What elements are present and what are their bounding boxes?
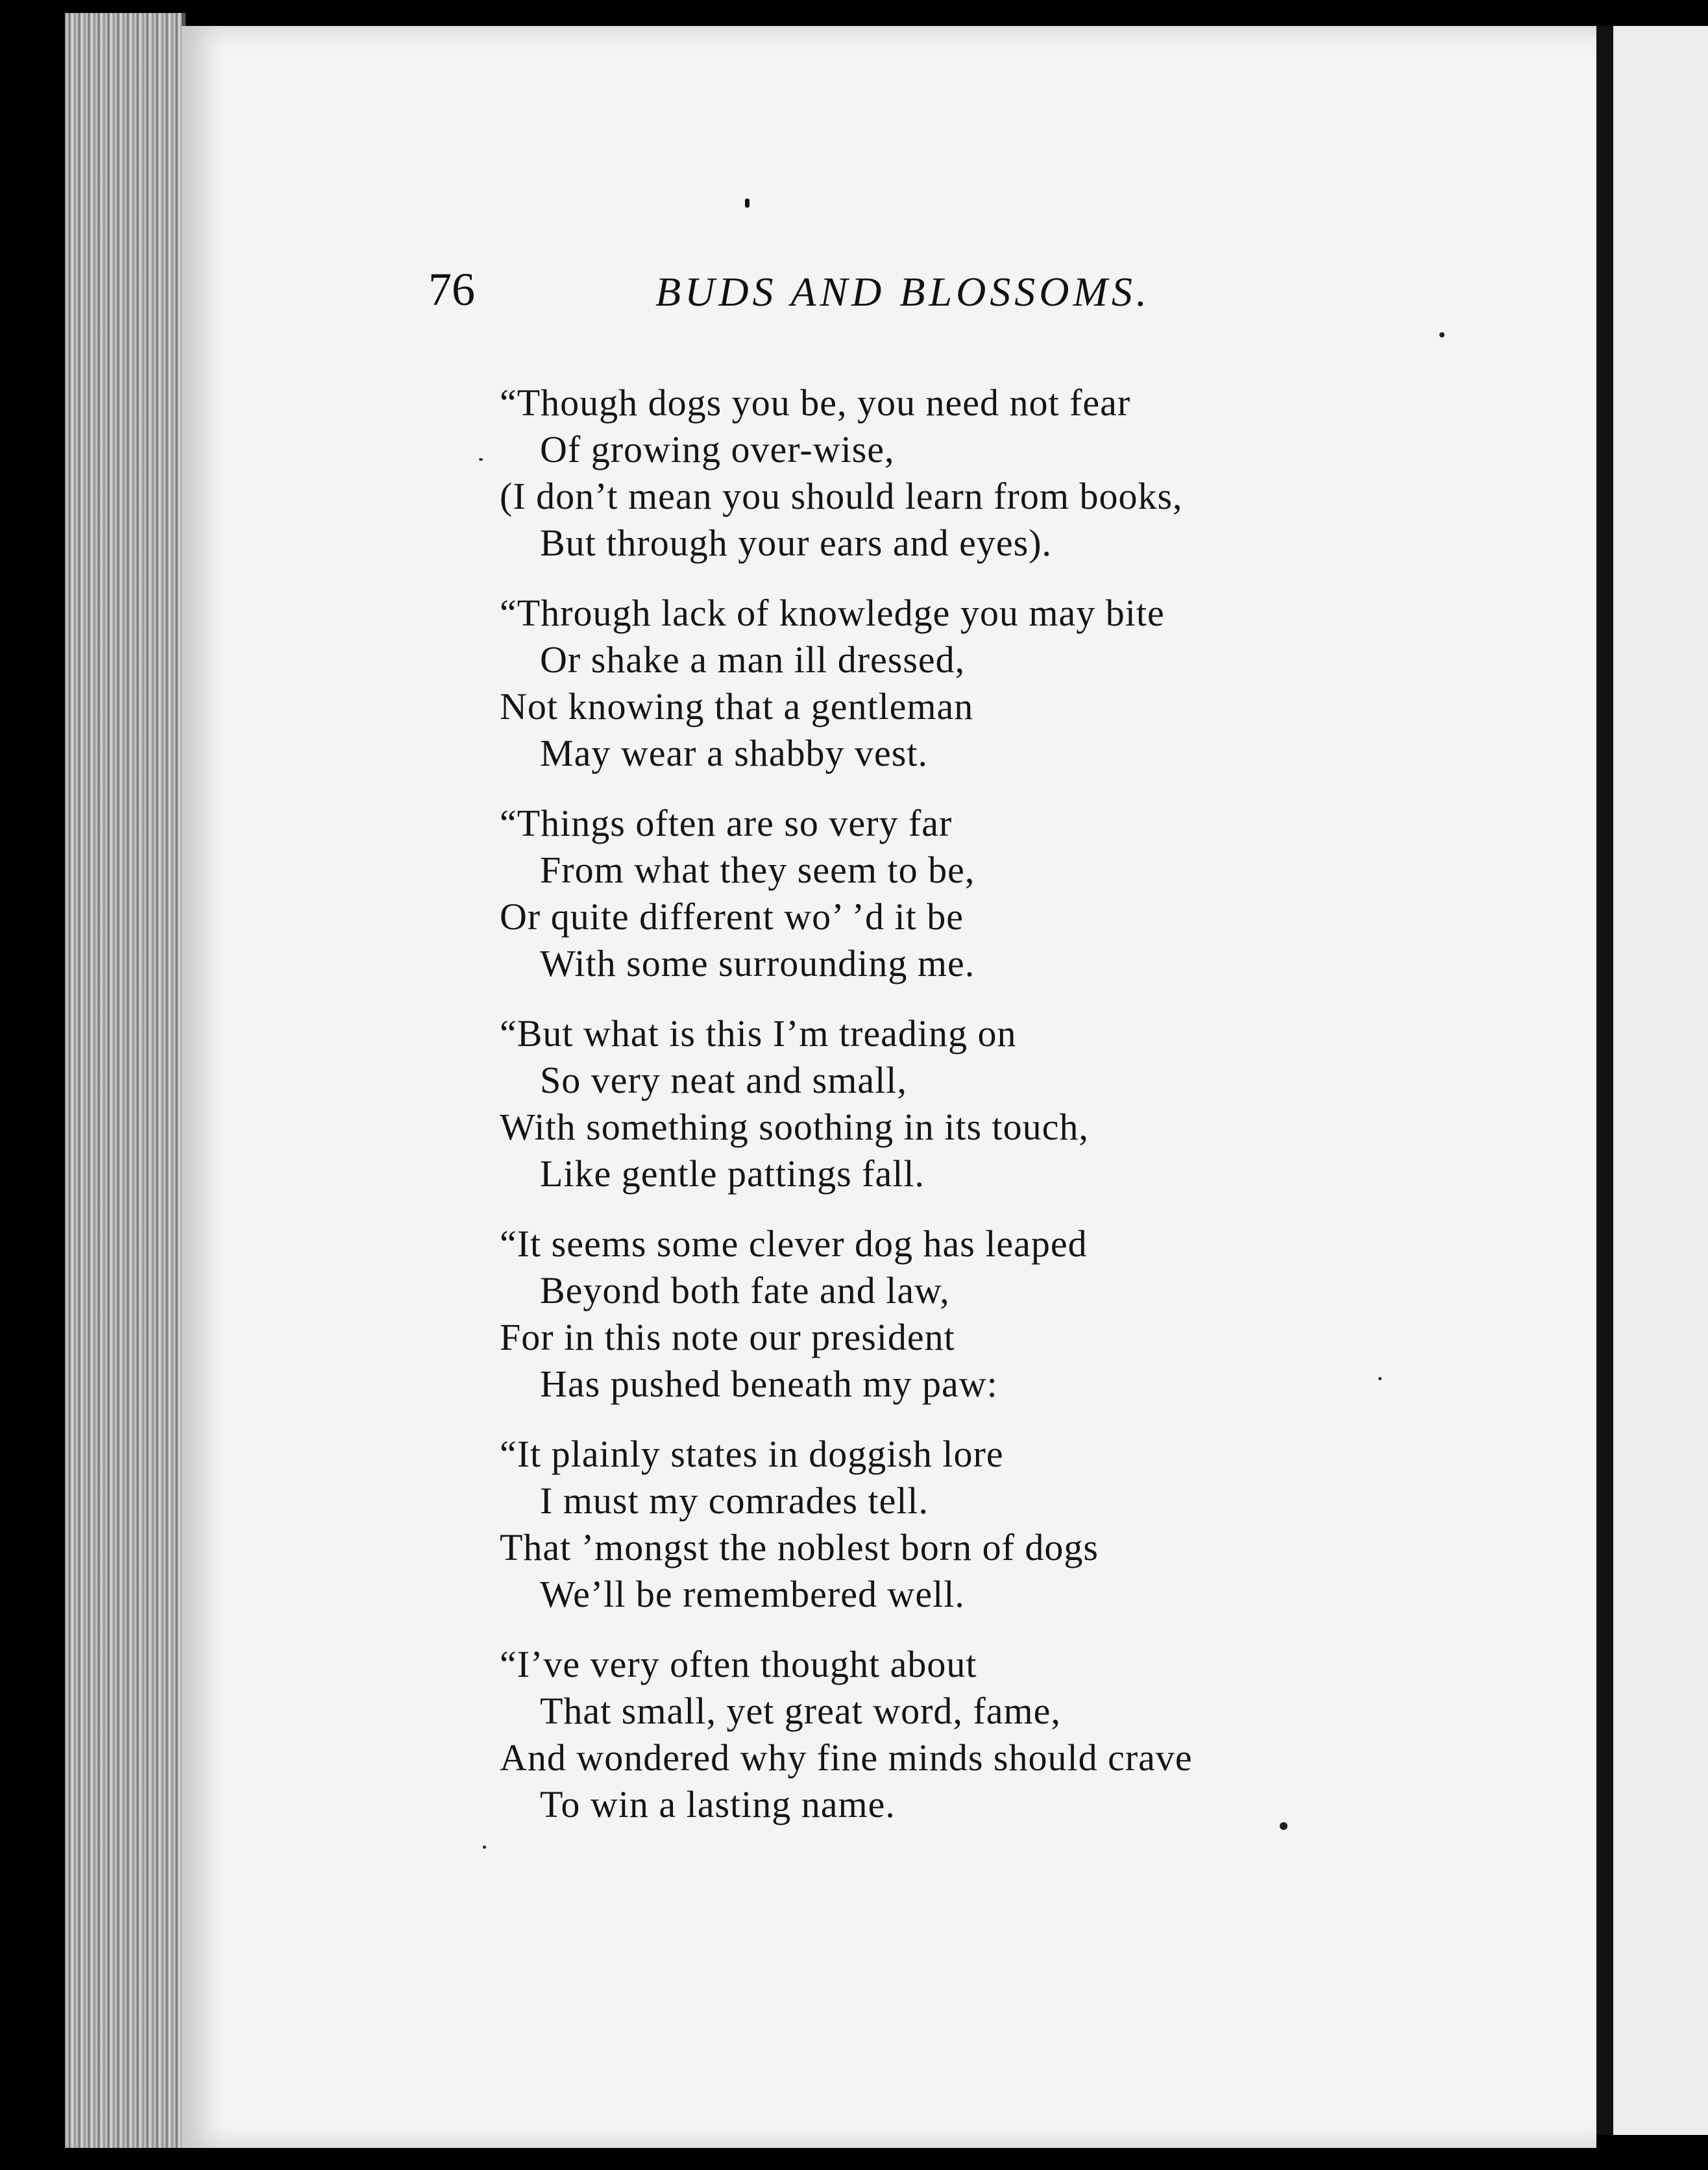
poem-line: Beyond both fate and law, <box>540 1269 950 1311</box>
poem-line: (I don’t mean you should learn from books, <box>500 475 1183 517</box>
stanza <box>500 1221 1538 1408</box>
poem-line: Or quite different wo’ ’d it be <box>500 896 964 938</box>
speck <box>1439 332 1445 337</box>
page-edges <box>65 13 186 2148</box>
stanza <box>500 590 1538 777</box>
poem-line: “I’ve very often thought about <box>500 1643 977 1685</box>
speck <box>483 1846 486 1849</box>
poem-line: I must my comrades tell. <box>540 1480 929 1522</box>
stanza <box>500 1641 1538 1828</box>
stanza <box>500 800 1538 987</box>
facing-page-edge <box>1613 26 1708 2135</box>
poem-line: “Through lack of knowledge you may bite <box>500 592 1165 634</box>
page-number: 76 <box>428 263 475 315</box>
poem-line: Not knowing that a gentleman <box>500 685 974 727</box>
poem-line: Like gentle pattings fall. <box>540 1152 925 1195</box>
poem-line: May wear a shabby vest. <box>540 732 928 774</box>
poem-line: “Things often are so very far <box>500 802 953 844</box>
poem-line: And wondered why fine minds should crave <box>500 1737 1193 1779</box>
poem-line: From what they seem to be, <box>540 849 975 891</box>
poem-line: Or shake a man ill dressed, <box>540 639 966 681</box>
poem-line: “Though dogs you be, you need not fear <box>500 382 1131 424</box>
stanza <box>500 380 1538 567</box>
book-gutter <box>1596 26 1613 2135</box>
poem-line: So very neat and small, <box>540 1059 907 1101</box>
stanza <box>500 1010 1538 1197</box>
speck <box>1280 1822 1287 1830</box>
poem-line: Of growing over-wise, <box>540 428 895 470</box>
print-mark <box>745 199 750 208</box>
poem-line: We’ll be remembered well. <box>540 1573 965 1615</box>
running-title: BUDS AND BLOSSOMS. <box>655 269 1151 315</box>
stanza <box>500 1431 1538 1618</box>
poem-line: That ’mongst the noblest born of dogs <box>500 1526 1099 1568</box>
poem-line: “But what is this I’m treading on <box>500 1012 1017 1055</box>
poem <box>500 380 1538 1851</box>
poem-line: With some surrounding me. <box>540 942 975 984</box>
poem-line: “It seems some clever dog has leaped <box>500 1223 1088 1265</box>
poem-line: Has pushed beneath my paw: <box>540 1363 998 1405</box>
poem-line: With something soothing in its touch, <box>500 1106 1089 1148</box>
speck <box>479 458 483 461</box>
poem-line: But through your ears and eyes). <box>540 522 1053 564</box>
poem-line: To win a lasting name. <box>540 1783 896 1825</box>
speck <box>1378 1377 1382 1380</box>
poem-line: For in this note our president <box>500 1316 955 1358</box>
poem-line: “It plainly states in doggish lore <box>500 1433 1004 1475</box>
poem-line: That small, yet great word, fame, <box>540 1690 1061 1732</box>
